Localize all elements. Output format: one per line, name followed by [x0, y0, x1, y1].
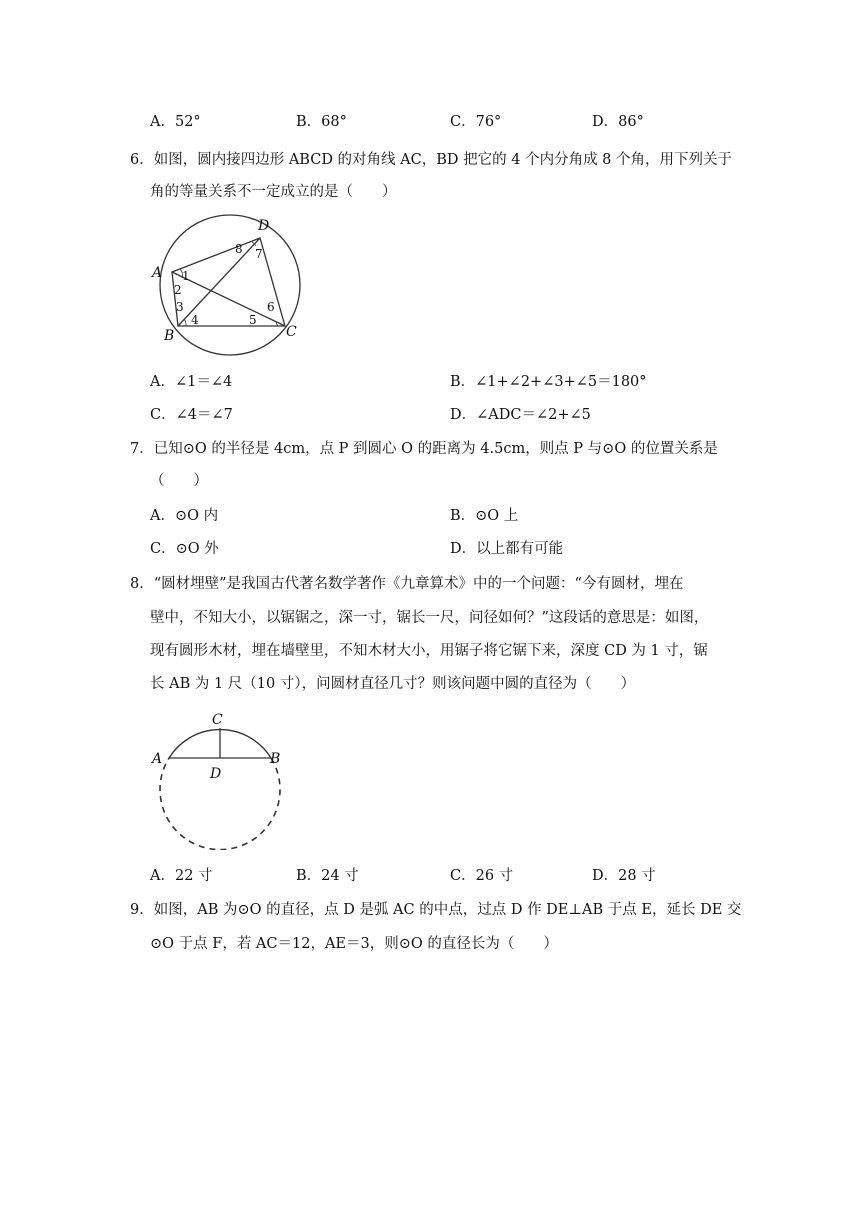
- q6-label-d: D: [258, 218, 270, 234]
- q6-angle-1: 1: [182, 269, 190, 283]
- q8-label-c: C: [212, 712, 223, 728]
- q6-label-a: A: [152, 265, 163, 281]
- q6-option-a: A．∠1＝∠4: [150, 374, 233, 390]
- q7-option-a: A．⊙O 内: [150, 508, 219, 524]
- q6-label-c: C: [286, 324, 297, 340]
- q7-option-c: C．⊙O 外: [150, 541, 219, 557]
- q8-option-d: D．28 寸: [592, 868, 656, 884]
- q8-text-line4: 长 AB 为 1 尺（10 寸），问圆材直径几寸？则该问题中圆的直径为（ ）: [150, 676, 636, 692]
- q5-option-d: D．86°: [592, 114, 644, 130]
- q8-text-line2: 壁中，不知大小，以锯锯之，深一寸，锯长一尺，问径如何？”这段话的意思是：如图，: [150, 610, 709, 626]
- q8-label-d: D: [210, 766, 222, 782]
- q7-text-line2: （ ）: [150, 473, 208, 489]
- q6-figure: [150, 212, 310, 360]
- q6-angle-4: 4: [191, 313, 199, 327]
- q9-text-line1: 9．如图，AB 为⊙O 的直径，点 D 是弧 AC 的中点，过点 D 作 DE⊥AB 于点 E，延长 DE 交: [130, 902, 742, 918]
- q6-angle-8: 8: [235, 242, 243, 256]
- q6-label-b: B: [164, 328, 175, 344]
- q6-angle-2: 2: [174, 283, 182, 297]
- q7-option-b: B．⊙O 上: [450, 508, 519, 524]
- q8-text-line3: 现有圆形木材，埋在墙壁里，不知木材大小，用锯子将它锯下来，深度 CD 为 1 寸，锯: [150, 643, 708, 659]
- q6-option-b: B．∠1+∠2+∠3+∠5＝180°: [450, 374, 647, 390]
- q8-option-b: B．24 寸: [296, 868, 359, 884]
- q8-option-c: C．26 寸: [450, 868, 514, 884]
- q8-label-a: A: [152, 751, 163, 767]
- q8-label-b: B: [270, 751, 281, 767]
- q9-text-line2: ⊙O 于点 F，若 AC＝12，AE＝3，则⊙O 的直径长为（ ）: [150, 936, 558, 952]
- q5-option-a: A．52°: [150, 114, 201, 130]
- q6-angle-3: 3: [176, 300, 184, 314]
- q6-angle-6: 6: [267, 300, 275, 314]
- q6-text-line2: 角的等量关系不一定成立的是（ ）: [150, 184, 397, 200]
- q6-angle-5: 5: [249, 313, 257, 327]
- q8-option-a: A．22 寸: [150, 868, 213, 884]
- q6-option-d: D．∠ADC＝∠2+∠5: [450, 407, 591, 423]
- q6-option-c: C．∠4＝∠7: [150, 407, 233, 423]
- q7-option-d: D．以上都有可能: [450, 541, 564, 557]
- q7-text-line1: 7．已知⊙O 的半径是 4cm，点 P 到圆心 O 的距离为 4.5cm，则点 P 与⊙O 的位置关系是: [130, 441, 718, 457]
- q5-option-c: C．76°: [450, 114, 502, 130]
- q5-option-b: B．68°: [296, 114, 347, 130]
- q8-text-line1: 8．“圆材埋壁”是我国古代著名数学著作《九章算术》中的一个问题：“今有圆材，埋在: [130, 576, 684, 592]
- q8-figure: [150, 708, 290, 850]
- q6-text-line1: 6．如图，圆内接四边形 ABCD 的对角线 AC，BD 把它的 4 个内分角成 8 个角，用下列关于: [130, 152, 733, 168]
- q6-angle-7: 7: [255, 247, 263, 261]
